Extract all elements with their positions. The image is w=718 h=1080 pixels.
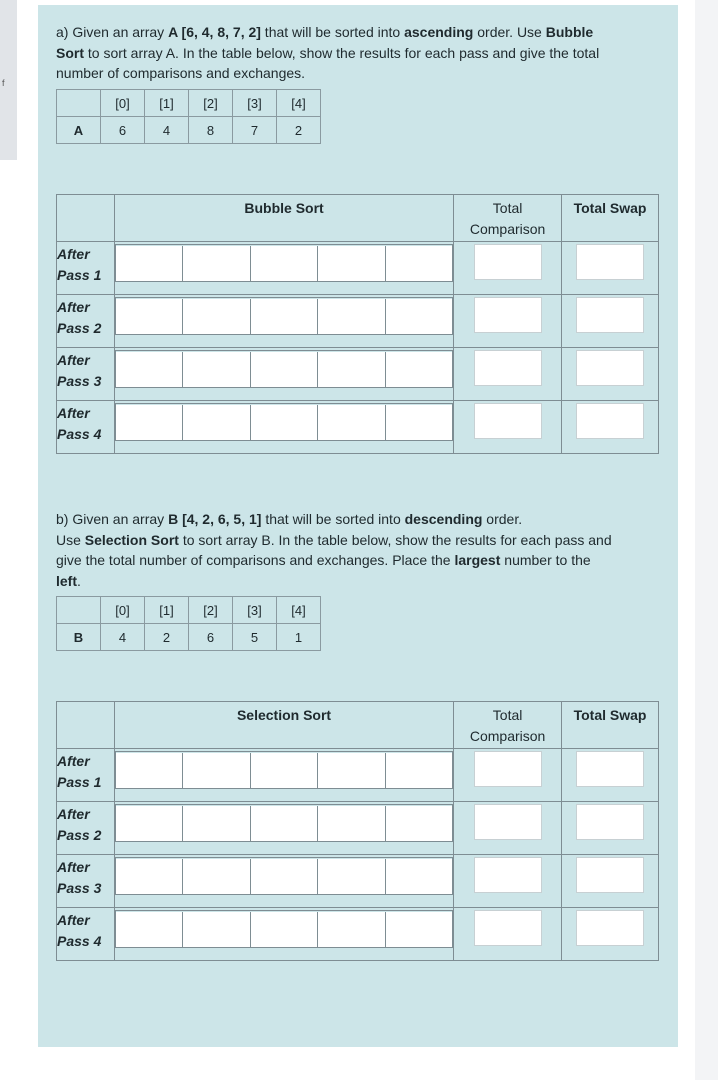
array-label: B xyxy=(57,624,101,651)
value-cell: 2 xyxy=(145,624,189,651)
answer-cell[interactable] xyxy=(116,806,183,841)
swap-input[interactable] xyxy=(576,751,644,787)
answer-cell[interactable] xyxy=(251,753,318,788)
table-title: Bubble Sort xyxy=(114,195,453,242)
answer-cell[interactable] xyxy=(251,299,318,334)
swap-input[interactable] xyxy=(576,350,644,386)
answer-cell[interactable] xyxy=(318,352,385,387)
answer-cell[interactable] xyxy=(386,753,452,788)
answer-cell[interactable] xyxy=(318,753,385,788)
swap-input[interactable] xyxy=(576,244,644,280)
answer-cell[interactable] xyxy=(116,912,183,947)
pass-answer-cells xyxy=(115,244,453,282)
total-comparison-header: Total Comparison xyxy=(454,195,562,242)
pass-row xyxy=(57,348,659,401)
question-b xyxy=(56,509,668,591)
value-cell: 1 xyxy=(277,624,321,651)
question-b-line-1: b) Given an array B [4, 2, 6, 5, 1] that will be sorted into descending order. xyxy=(56,511,523,527)
selection-header-row xyxy=(57,702,659,749)
bubble-header-row xyxy=(57,195,659,242)
index-cell: [0] xyxy=(101,90,145,117)
pass-label: After Pass 2 xyxy=(57,806,102,843)
table-title: Selection Sort xyxy=(114,702,453,749)
comparison-input[interactable] xyxy=(474,403,542,439)
pass-answer-cells xyxy=(115,350,453,388)
pass-row xyxy=(57,242,659,295)
index-cell: [2] xyxy=(189,597,233,624)
answer-cell[interactable] xyxy=(183,246,250,281)
answer-cell[interactable] xyxy=(318,806,385,841)
answer-cell[interactable] xyxy=(116,299,183,334)
comparison-input[interactable] xyxy=(474,297,542,333)
answer-cell[interactable] xyxy=(116,352,183,387)
swap-input[interactable] xyxy=(576,857,644,893)
answer-cell[interactable] xyxy=(386,352,452,387)
pass-answer-cells xyxy=(115,857,453,895)
pass-label: After Pass 2 xyxy=(57,299,102,336)
pass-row xyxy=(57,749,659,802)
value-cell: 8 xyxy=(189,117,233,144)
answer-cell[interactable] xyxy=(318,299,385,334)
swap-input[interactable] xyxy=(576,804,644,840)
comparison-input[interactable] xyxy=(474,857,542,893)
answer-cell[interactable] xyxy=(116,753,183,788)
comparison-input[interactable] xyxy=(474,804,542,840)
answer-cell[interactable] xyxy=(386,806,452,841)
answer-cell[interactable] xyxy=(318,246,385,281)
question-b-line-2: Use Selection Sort to sort array B. In the table below, show the results for each pass and xyxy=(56,531,612,548)
answer-cell[interactable] xyxy=(183,405,250,440)
bubble-sort-table xyxy=(56,194,659,454)
pass-label: After Pass 4 xyxy=(57,405,102,442)
value-cell: 7 xyxy=(233,117,277,144)
question-a-line-2: Sort to sort array A. In the table below, show the results for each pass and give the total xyxy=(56,44,600,61)
swap-input[interactable] xyxy=(576,403,644,439)
index-cell: [3] xyxy=(233,90,277,117)
value-cell: 4 xyxy=(101,624,145,651)
index-cell: [1] xyxy=(145,90,189,117)
pass-answer-cells xyxy=(115,910,453,948)
selection-sort-table xyxy=(56,701,659,961)
array-label: A xyxy=(57,117,101,144)
answer-cell[interactable] xyxy=(251,806,318,841)
swap-input[interactable] xyxy=(576,297,644,333)
answer-cell[interactable] xyxy=(251,352,318,387)
question-a-line-3: number of comparisons and exchanges. xyxy=(56,65,306,81)
total-swap-header: Total Swap xyxy=(562,702,659,749)
pass-answer-cells xyxy=(115,403,453,441)
pass-answer-cells xyxy=(115,804,453,842)
value-cell: 5 xyxy=(233,624,277,651)
comparison-input[interactable] xyxy=(474,910,542,946)
comparison-input[interactable] xyxy=(474,751,542,787)
pass-row xyxy=(57,401,659,454)
question-a xyxy=(56,22,668,84)
swap-input[interactable] xyxy=(576,910,644,946)
value-cell: 2 xyxy=(277,117,321,144)
answer-cell[interactable] xyxy=(386,246,452,281)
answer-cell[interactable] xyxy=(318,859,385,894)
comparison-input[interactable] xyxy=(474,350,542,386)
index-cell: [2] xyxy=(189,90,233,117)
worksheet-panel xyxy=(38,5,678,1047)
pass-label: After Pass 4 xyxy=(57,912,102,949)
answer-cell[interactable] xyxy=(183,299,250,334)
comparison-input[interactable] xyxy=(474,244,542,280)
array-a-table xyxy=(56,89,321,144)
answer-cell[interactable] xyxy=(116,859,183,894)
scrollbar-track[interactable] xyxy=(695,0,718,1080)
value-cell: 6 xyxy=(189,624,233,651)
question-b-line-3: give the total number of comparisons and exchanges. Place the largest number to the xyxy=(56,552,591,568)
answer-cell[interactable] xyxy=(183,912,250,947)
pass-label: After Pass 3 xyxy=(57,352,102,389)
answer-cell[interactable] xyxy=(183,352,250,387)
answer-cell[interactable] xyxy=(251,859,318,894)
answer-cell[interactable] xyxy=(386,912,452,947)
index-cell: [0] xyxy=(101,597,145,624)
side-tab-glyph: f xyxy=(2,78,5,88)
answer-cell[interactable] xyxy=(183,753,250,788)
answer-cell[interactable] xyxy=(318,405,385,440)
array-a-value-row xyxy=(57,117,321,144)
array-b-value-row xyxy=(57,624,321,651)
answer-cell[interactable] xyxy=(386,859,452,894)
question-a-line-1: a) Given an array A [6, 4, 8, 7, 2] that will be sorted into ascending order. Use Bubble xyxy=(56,24,594,40)
answer-cell[interactable] xyxy=(183,806,250,841)
index-cell: [4] xyxy=(277,90,321,117)
array-a-index-row xyxy=(57,90,321,117)
value-cell: 4 xyxy=(145,117,189,144)
pass-answer-cells xyxy=(115,751,453,789)
answer-cell[interactable] xyxy=(386,299,452,334)
side-tab[interactable] xyxy=(0,0,17,160)
answer-cell[interactable] xyxy=(183,859,250,894)
question-b-line-4: left. xyxy=(56,572,81,589)
pass-label: After Pass 3 xyxy=(57,859,102,896)
array-b-index-row xyxy=(57,597,321,624)
pass-row xyxy=(57,295,659,348)
pass-row xyxy=(57,855,659,908)
answer-cell[interactable] xyxy=(116,246,183,281)
index-cell: [3] xyxy=(233,597,277,624)
value-cell: 6 xyxy=(101,117,145,144)
pass-answer-cells xyxy=(115,297,453,335)
answer-cell[interactable] xyxy=(251,246,318,281)
array-b-table xyxy=(56,596,321,651)
pass-row xyxy=(57,802,659,855)
answer-cell[interactable] xyxy=(318,912,385,947)
pass-row xyxy=(57,908,659,961)
answer-cell[interactable] xyxy=(251,405,318,440)
total-comparison-header: Total Comparison xyxy=(454,702,562,749)
answer-cell[interactable] xyxy=(386,405,452,440)
answer-cell[interactable] xyxy=(251,912,318,947)
pass-label: After Pass 1 xyxy=(57,753,102,790)
answer-cell[interactable] xyxy=(116,405,183,440)
index-cell: [1] xyxy=(145,597,189,624)
pass-label: After Pass 1 xyxy=(57,246,102,283)
total-swap-header: Total Swap xyxy=(562,195,659,242)
index-cell: [4] xyxy=(277,597,321,624)
